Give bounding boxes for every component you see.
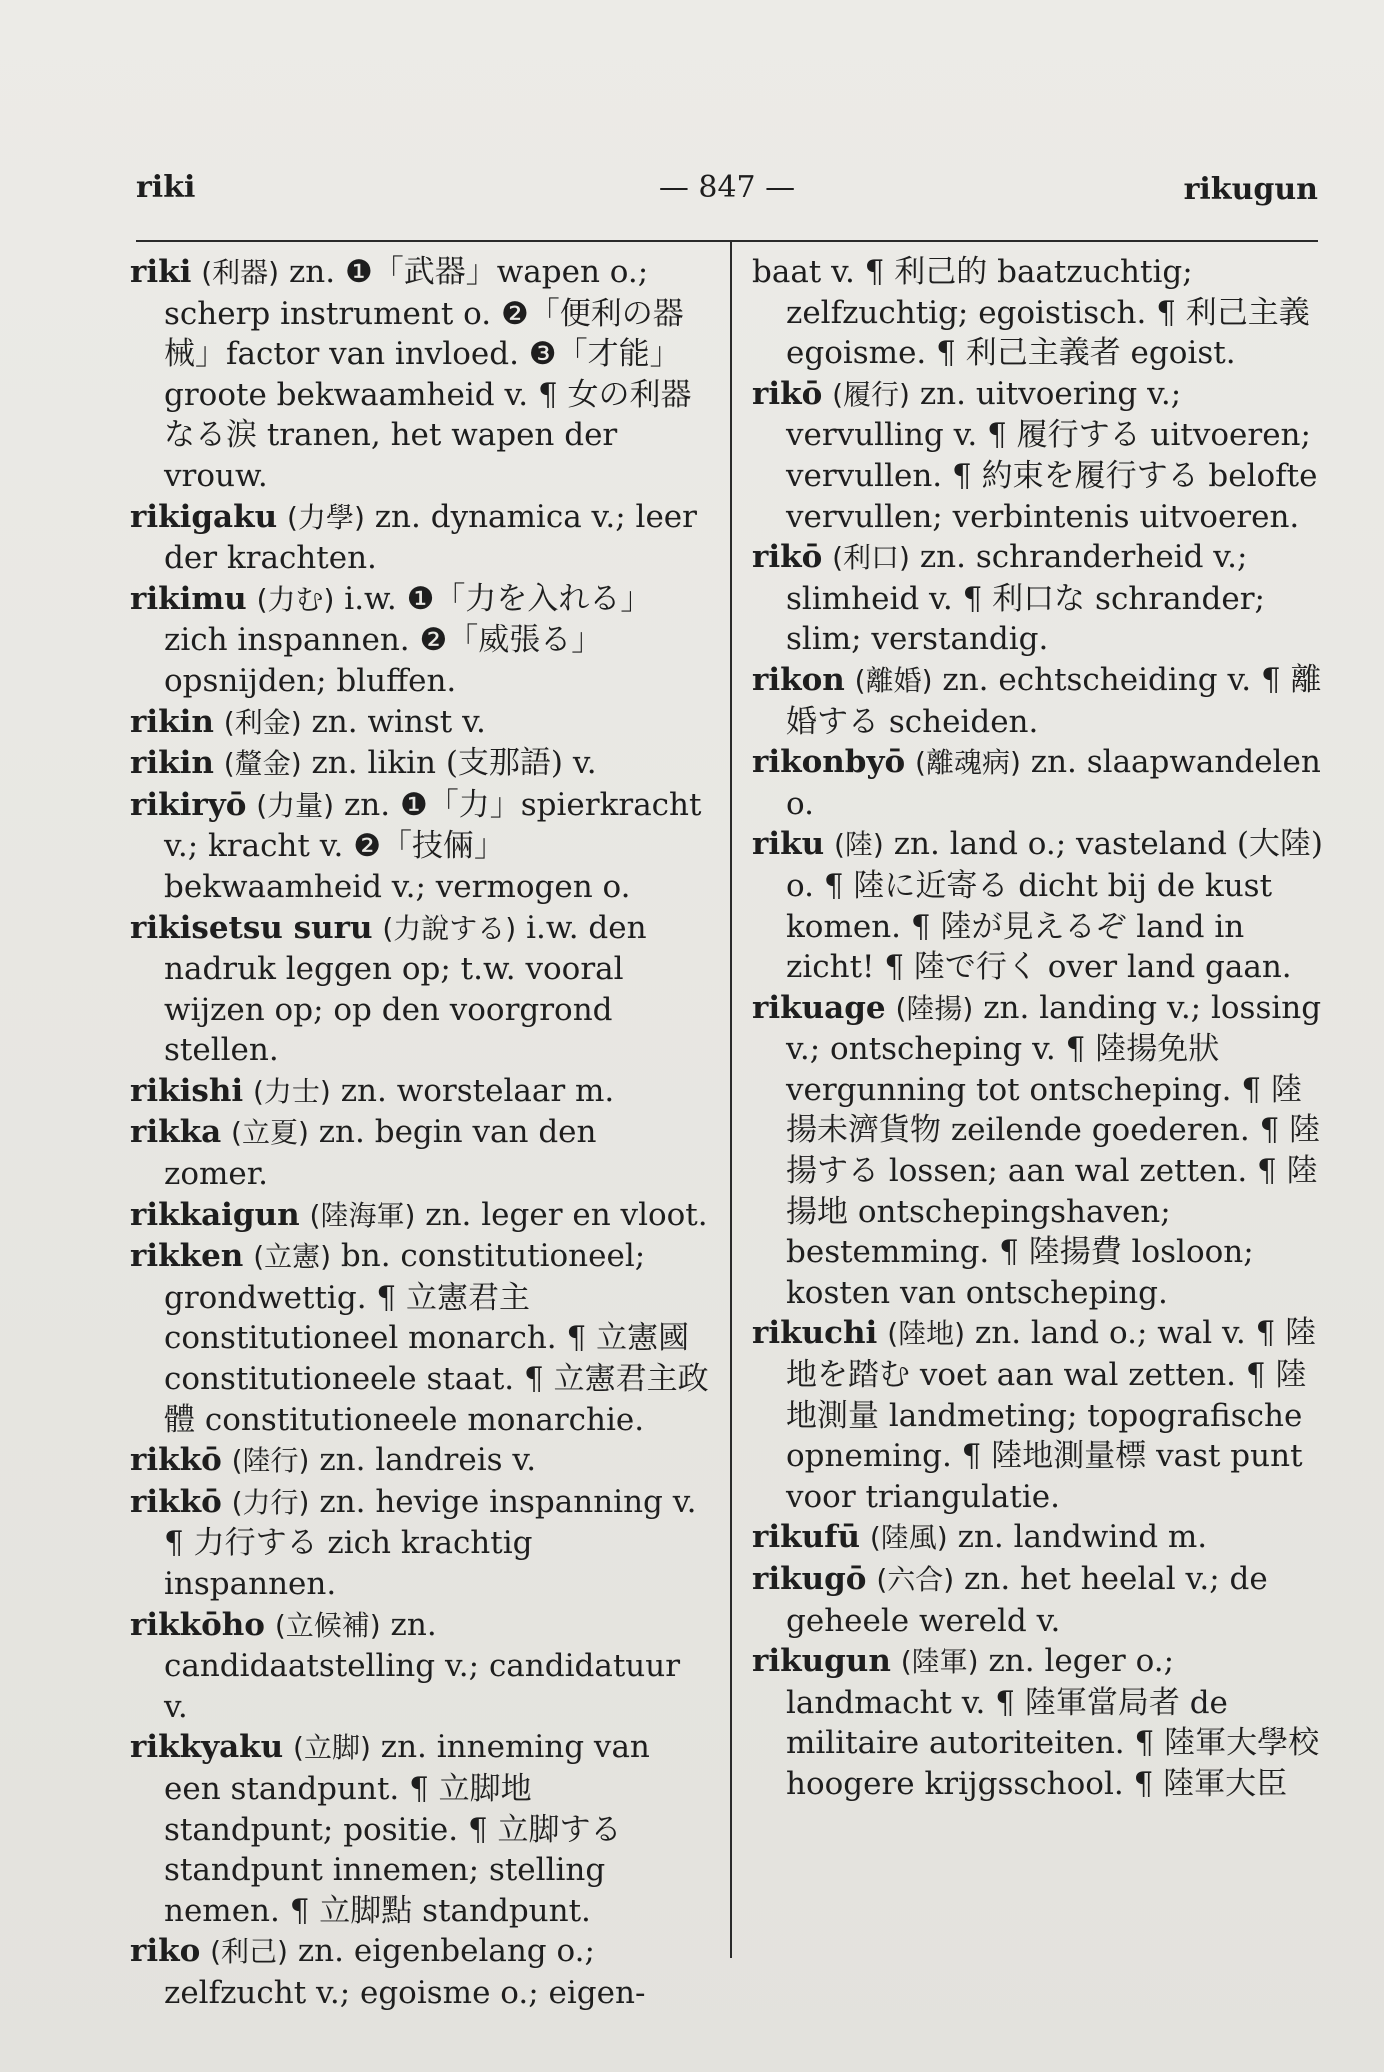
dictionary-entry (130, 908, 710, 1071)
entry-definition: zn. ❶「武器」wapen o.; scherp instrument o. ❷「便利の器械」factor van invloed. ❸「才能」groote bekwaamheid v. ¶ 女の利器なる涙 tranen, het wapen der vrouw. (164, 254, 692, 494)
running-head-first-word: riki (136, 170, 196, 205)
entry-kanji: (立夏) (231, 1116, 309, 1150)
entry-definition: zn. winst v. (301, 703, 486, 740)
entry-headword: rikigaku (130, 498, 278, 535)
entry-kanji: (履行) (832, 377, 910, 411)
entry-definition: zn. eigenbelang o.; zelfzucht v.; egoisme o.; eigen- (164, 1933, 646, 2011)
entry-kanji: (離婚) (854, 663, 933, 697)
header-rule (136, 240, 1318, 242)
entry-headword: riko (130, 1933, 201, 1970)
entry-headword: rikufū (752, 1519, 861, 1556)
entry-headword: rikiryō (130, 786, 247, 823)
dictionary-entry (752, 988, 1324, 1314)
dictionary-entry (130, 1482, 710, 1605)
entry-definition: zn. worstelaar m. (330, 1072, 615, 1109)
entry-headword: rikkō (130, 1442, 222, 1479)
entry-headword: rikuchi (752, 1315, 878, 1352)
dictionary-entry (752, 537, 1324, 660)
dictionary-entry (130, 1236, 710, 1440)
entry-headword: rikin (130, 703, 214, 740)
entry-headword: riki (130, 254, 192, 290)
entry-definition: i.w. den nadruk leggen op; t.w. vooral wijzen op; op den voorgrond stellen. (164, 909, 647, 1069)
entry-kanji: (陸地) (887, 1317, 966, 1351)
entry-definition: i.w. ❶「力を入れる」zich inspannen. ❷「威張る」opsnijden; bluffen. (164, 580, 652, 699)
entry-kanji: (力む) (256, 582, 335, 616)
entry-headword: rikō (752, 539, 823, 576)
entry-kanji: (利口) (832, 541, 910, 575)
left-column (130, 252, 710, 2014)
running-head (136, 170, 1318, 220)
entry-kanji: (力士) (253, 1074, 331, 1108)
entry-headword: rikkaigun (130, 1196, 300, 1233)
entry-kanji: (陸軍) (900, 1645, 979, 1679)
entry-headword: rikuage (752, 989, 886, 1026)
entry-kanji: (陸) (834, 828, 884, 862)
entry-kanji: (力量) (256, 788, 335, 822)
dictionary-entry (130, 702, 710, 744)
running-head-last-word: rikugun (1183, 172, 1318, 207)
dictionary-entry (752, 1517, 1324, 1559)
entry-kanji: (立脚) (293, 1731, 371, 1765)
entry-headword: rikishi (130, 1072, 244, 1109)
entry-kanji: (離魂病) (915, 746, 1021, 780)
dictionary-entry (752, 1313, 1324, 1517)
entry-definition: zn. dynamica v.; leer der krachten. (164, 498, 697, 577)
entry-definition: zn. hevige inspanning v. ¶ 力行する zich krachtig inspannen. (164, 1483, 697, 1602)
entry-definition: zn. candidaatstelling v.; candidatuur v. (164, 1606, 681, 1725)
entry-definition: bn. constitutioneel; grondwettig. ¶ 立憲君主 constitutioneel monarch. ¶ 立憲國 constitutioneele staat. ¶ 立憲君主政體 constitutioneele monarchie. (164, 1238, 709, 1438)
dictionary-entry (130, 579, 710, 702)
dictionary-entry (130, 1605, 710, 1728)
entry-definition: zn. landing v.; lossing v.; ontscheping v. ¶ 陸揚免狀 vergunning tot ontscheping. ¶ 陸揚未濟貨物 zeilende goederen. ¶ 陸揚する lossen; aan wal zetten. ¶ 陸揚地 ontschepingshaven; bestemming. ¶ 陸揚費 losloon; kosten van ontscheping. (786, 989, 1322, 1311)
dictionary-entry (752, 252, 1324, 374)
entry-kanji: (利己) (210, 1935, 288, 1969)
entry-headword: rikkō (130, 1483, 222, 1520)
entry-headword: rikō (752, 375, 823, 412)
entry-kanji: (陸海軍) (309, 1198, 416, 1232)
dictionary-entry (130, 1440, 710, 1482)
dictionary-entry (130, 252, 710, 497)
dictionary-entry (130, 743, 710, 785)
entry-headword: rikka (130, 1114, 222, 1151)
entry-definition: zn. slaapwandelen o. (786, 744, 1321, 822)
entry-headword: rikugō (752, 1561, 867, 1597)
entry-definition: zn. het heelal v.; de geheele wereld v. (786, 1561, 1268, 1639)
dictionary-entry (752, 660, 1324, 742)
column-divider (730, 242, 732, 1958)
dictionary-entry (752, 742, 1324, 824)
entry-headword: rikkōho (130, 1606, 265, 1643)
entry-definition: zn. land o.; wal v. ¶ 陸地を踏む voet aan wal zetten. ¶ 陸地測量 landmeting; topografische opneming. ¶ 陸地測量標 vast punt voor triangulatie. (786, 1315, 1317, 1515)
dictionary-entry (752, 1559, 1324, 1641)
dictionary-entry (130, 1071, 710, 1113)
entry-headword: rikon (752, 661, 845, 698)
entry-headword: rikken (130, 1238, 244, 1275)
entry-kanji: (力學) (287, 500, 365, 534)
entry-definition: zn. ❶「力」spierkracht v.; kracht v. ❷「技倆」bekwaamheid v.; vermogen o. (164, 786, 702, 905)
entry-kanji: (六合) (876, 1563, 955, 1596)
entry-kanji: (利器) (201, 256, 280, 289)
entry-definition: baat v. ¶ 利己的 baatzuchtig; zelfzuchtig; egoistisch. ¶ 利己主義 egoisme. ¶ 利己主義者 egoist. (752, 254, 1310, 372)
entry-kanji: (力說する) (382, 911, 517, 945)
entry-kanji: (力行) (231, 1485, 310, 1519)
entry-definition: zn. leger o.; landmacht v. ¶ 陸軍當局者 de militaire autoriteiten. ¶ 陸軍大學校 hoogere krijgsschool. ¶ 陸軍大臣 (786, 1643, 1320, 1802)
entry-kanji: (陸風) (869, 1521, 948, 1555)
dictionary-entry (130, 785, 710, 908)
entry-definition: zn. echtscheiding v. ¶ 離婚する scheiden. (786, 661, 1322, 740)
entry-headword: riku (752, 826, 825, 863)
entry-kanji: (陸行) (231, 1444, 310, 1478)
dictionary-entry (752, 824, 1324, 987)
entry-headword: rikugun (752, 1643, 891, 1680)
entry-kanji: (利金) (223, 705, 302, 739)
entry-headword: rikonbyō (752, 744, 906, 781)
entry-definition: zn. begin van den zomer. (164, 1114, 597, 1193)
entry-kanji: (陸揚) (895, 991, 974, 1025)
dictionary-entry (752, 1641, 1324, 1804)
entry-headword: rikimu (130, 580, 247, 617)
dictionary-entry (130, 1195, 710, 1237)
dictionary-entry (130, 1727, 710, 1931)
entry-definition: zn. inneming van een standpunt. ¶ 立脚地 standpunt; positie. ¶ 立脚する standpunt innemen; stelling nemen. ¶ 立脚點 standpunt. (164, 1729, 650, 1929)
entry-definition: zn. landreis v. (309, 1442, 537, 1479)
entry-definition: zn. leger en vloot. (415, 1196, 708, 1233)
entry-definition: zn. uitvoering v.; vervulling v. ¶ 履行する uitvoeren; vervullen. ¶ 約束を履行する belofte vervullen; verbintenis uitvoeren. (786, 375, 1318, 535)
entry-definition: zn. land o.; vasteland (大陸) o. ¶ 陸に近寄る dicht bij de kust komen. ¶ 陸が見えるぞ land in zicht! ¶ 陸で行く over land gaan. (786, 826, 1324, 986)
entry-headword: rikkyaku (130, 1729, 284, 1766)
page-number: — 847 — (658, 170, 796, 205)
entry-kanji: (立候補) (274, 1608, 381, 1642)
entry-kanji: (釐金) (223, 747, 302, 781)
entry-headword: rikin (130, 745, 214, 782)
entry-headword: rikisetsu suru (130, 909, 373, 946)
dictionary-entry (130, 1931, 710, 2013)
dictionary-entry (130, 1112, 710, 1194)
entry-definition: zn. schranderheid v.; slimheid v. ¶ 利口な schrander; slim; verstandig. (786, 539, 1265, 658)
entry-kanji: (立憲) (253, 1240, 332, 1274)
dictionary-entry (752, 374, 1324, 537)
entry-definition: zn. likin (支那語) v. (301, 745, 597, 782)
entry-definition: zn. landwind m. (947, 1519, 1208, 1556)
dictionary-entry (130, 497, 710, 579)
right-column (752, 252, 1324, 1805)
